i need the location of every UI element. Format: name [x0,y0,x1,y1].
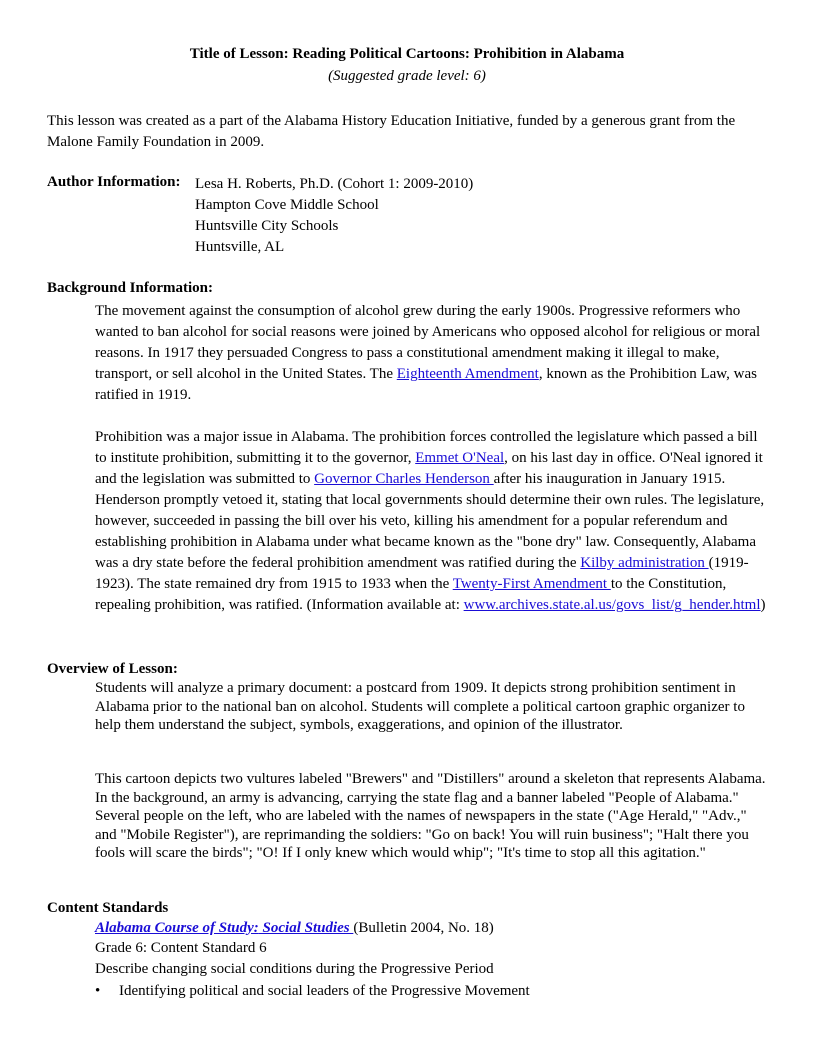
course-of-study-line: Alabama Course of Study: Social Studies (Bulletin 2004, No. 18) [95,920,494,936]
grade-standard-line: Grade 6: Content Standard 6 [95,940,267,956]
overview-heading: Overview of Lesson: [47,661,178,677]
lesson-title: Title of Lesson: Reading Political Cartoons: Prohibition in Alabama [189,46,625,62]
grade-level-subtitle: (Suggested grade level: 6) [328,68,486,84]
archives-url-link[interactable]: www.archives.state.al.us/govs_list/g_hender.html [463,597,761,613]
twenty-first-amendment-link[interactable]: Twenty-First Amendment [452,576,611,592]
content-standards-heading: Content Standards [47,900,169,916]
bullet-icon: • [95,983,101,999]
author-name: Lesa H. Roberts, Ph.D. (Cohort 1: 2009-2010) [195,176,474,192]
describe-line: Describe changing social conditions during the Progressive Period [95,961,494,977]
governor-henderson-link[interactable]: Governor Charles Henderson [314,471,494,487]
background-paragraph-2: Prohibition was a major issue in Alabama. The prohibition forces controlled the legislature which passed a bill to institute prohibition, submitting it to the governor, Emmet O'Neal, on his last day in office. O'Neal ignored it and the legislation was submitted to Governor Charles Henderson after his inauguration in January 1915. Henderson promptly vetoed it, stating that local governments should determine their own rules. The legislature, however, succeeded in passing the bill over his veto, killing his amendment for a popular referendum and establishing prohibition in Alabama under what became known as the "bone dry" law. Consequently, Alabama was a dry state before the federal prohibition amendment was ratified during the Kilby administration (1919-1923). The state remained dry from 1915 to 1933 when the Twenty-First Amendment to the Constitution, repealing prohibition, was ratified. (Information available at: www.archives.state.al.us/govs_list/g_hender.html) [95,429,766,613]
list-item: • Identifying political and social leaders of the Progressive Movement [95,983,530,999]
emmet-oneal-link[interactable]: Emmet O'Neal [415,450,505,466]
overview-paragraph-2: This cartoon depicts two vultures labeled "Brewers" and "Distillers" around a skeleton that represents Alabama. In the background, an army is advancing, carrying the state flag and a banner labeled "People of Alabama." Several people on the left, who are labeled with the names of newspapers in the state ("Age Herald," "Adv.," and "Mobile Register"), are reprimanding the soldiers: "Go on back! You will ruin business"; "Halt there you fools will scare the birds"; "O! If I only knew which would whip"; "It's time to stop all this agitation." [95,771,766,861]
author-school: Hampton Cove Middle School [195,197,379,213]
overview-paragraph-1: Students will analyze a primary document: a postcard from 1909. It depicts strong prohibition sentiment in Alabama prior to the national ban on alcohol. Students will complete a political cartoon graphic organizer to help them understand the subject, symbols, exaggerations, and opinion of the illustrator. [95,680,745,733]
intro-paragraph: This lesson was created as a part of the Alabama History Education Initiative, funded by a generous grant from the Malone Family Foundation in 2009. [47,113,736,150]
author-city: Huntsville, AL [195,239,285,255]
kilby-administration-link[interactable]: Kilby administration [580,555,709,571]
author-info-block [195,174,473,258]
author-district: Huntsville City Schools [195,218,339,234]
background-heading: Background Information: [47,280,213,296]
author-info-label: Author Information: [47,174,181,190]
background-paragraph-1: The movement against the consumption of alcohol grew during the early 1900s. Progressive reformers who wanted to ban alcohol for social reasons were joined by Americans who opposed alcohol for religious or moral reasons. In 1917 they persuaded Congress to pass a constitutional amendment making it illegal to make, transport, or sell alcohol in the United States. The Eighteenth Amendment, known as the Prohibition Law, was ratified in 1919. [95,303,761,403]
course-of-study-link[interactable]: Alabama Course of Study: Social Studies [95,920,354,936]
eighteenth-amendment-link[interactable]: Eighteenth Amendment [396,366,539,382]
